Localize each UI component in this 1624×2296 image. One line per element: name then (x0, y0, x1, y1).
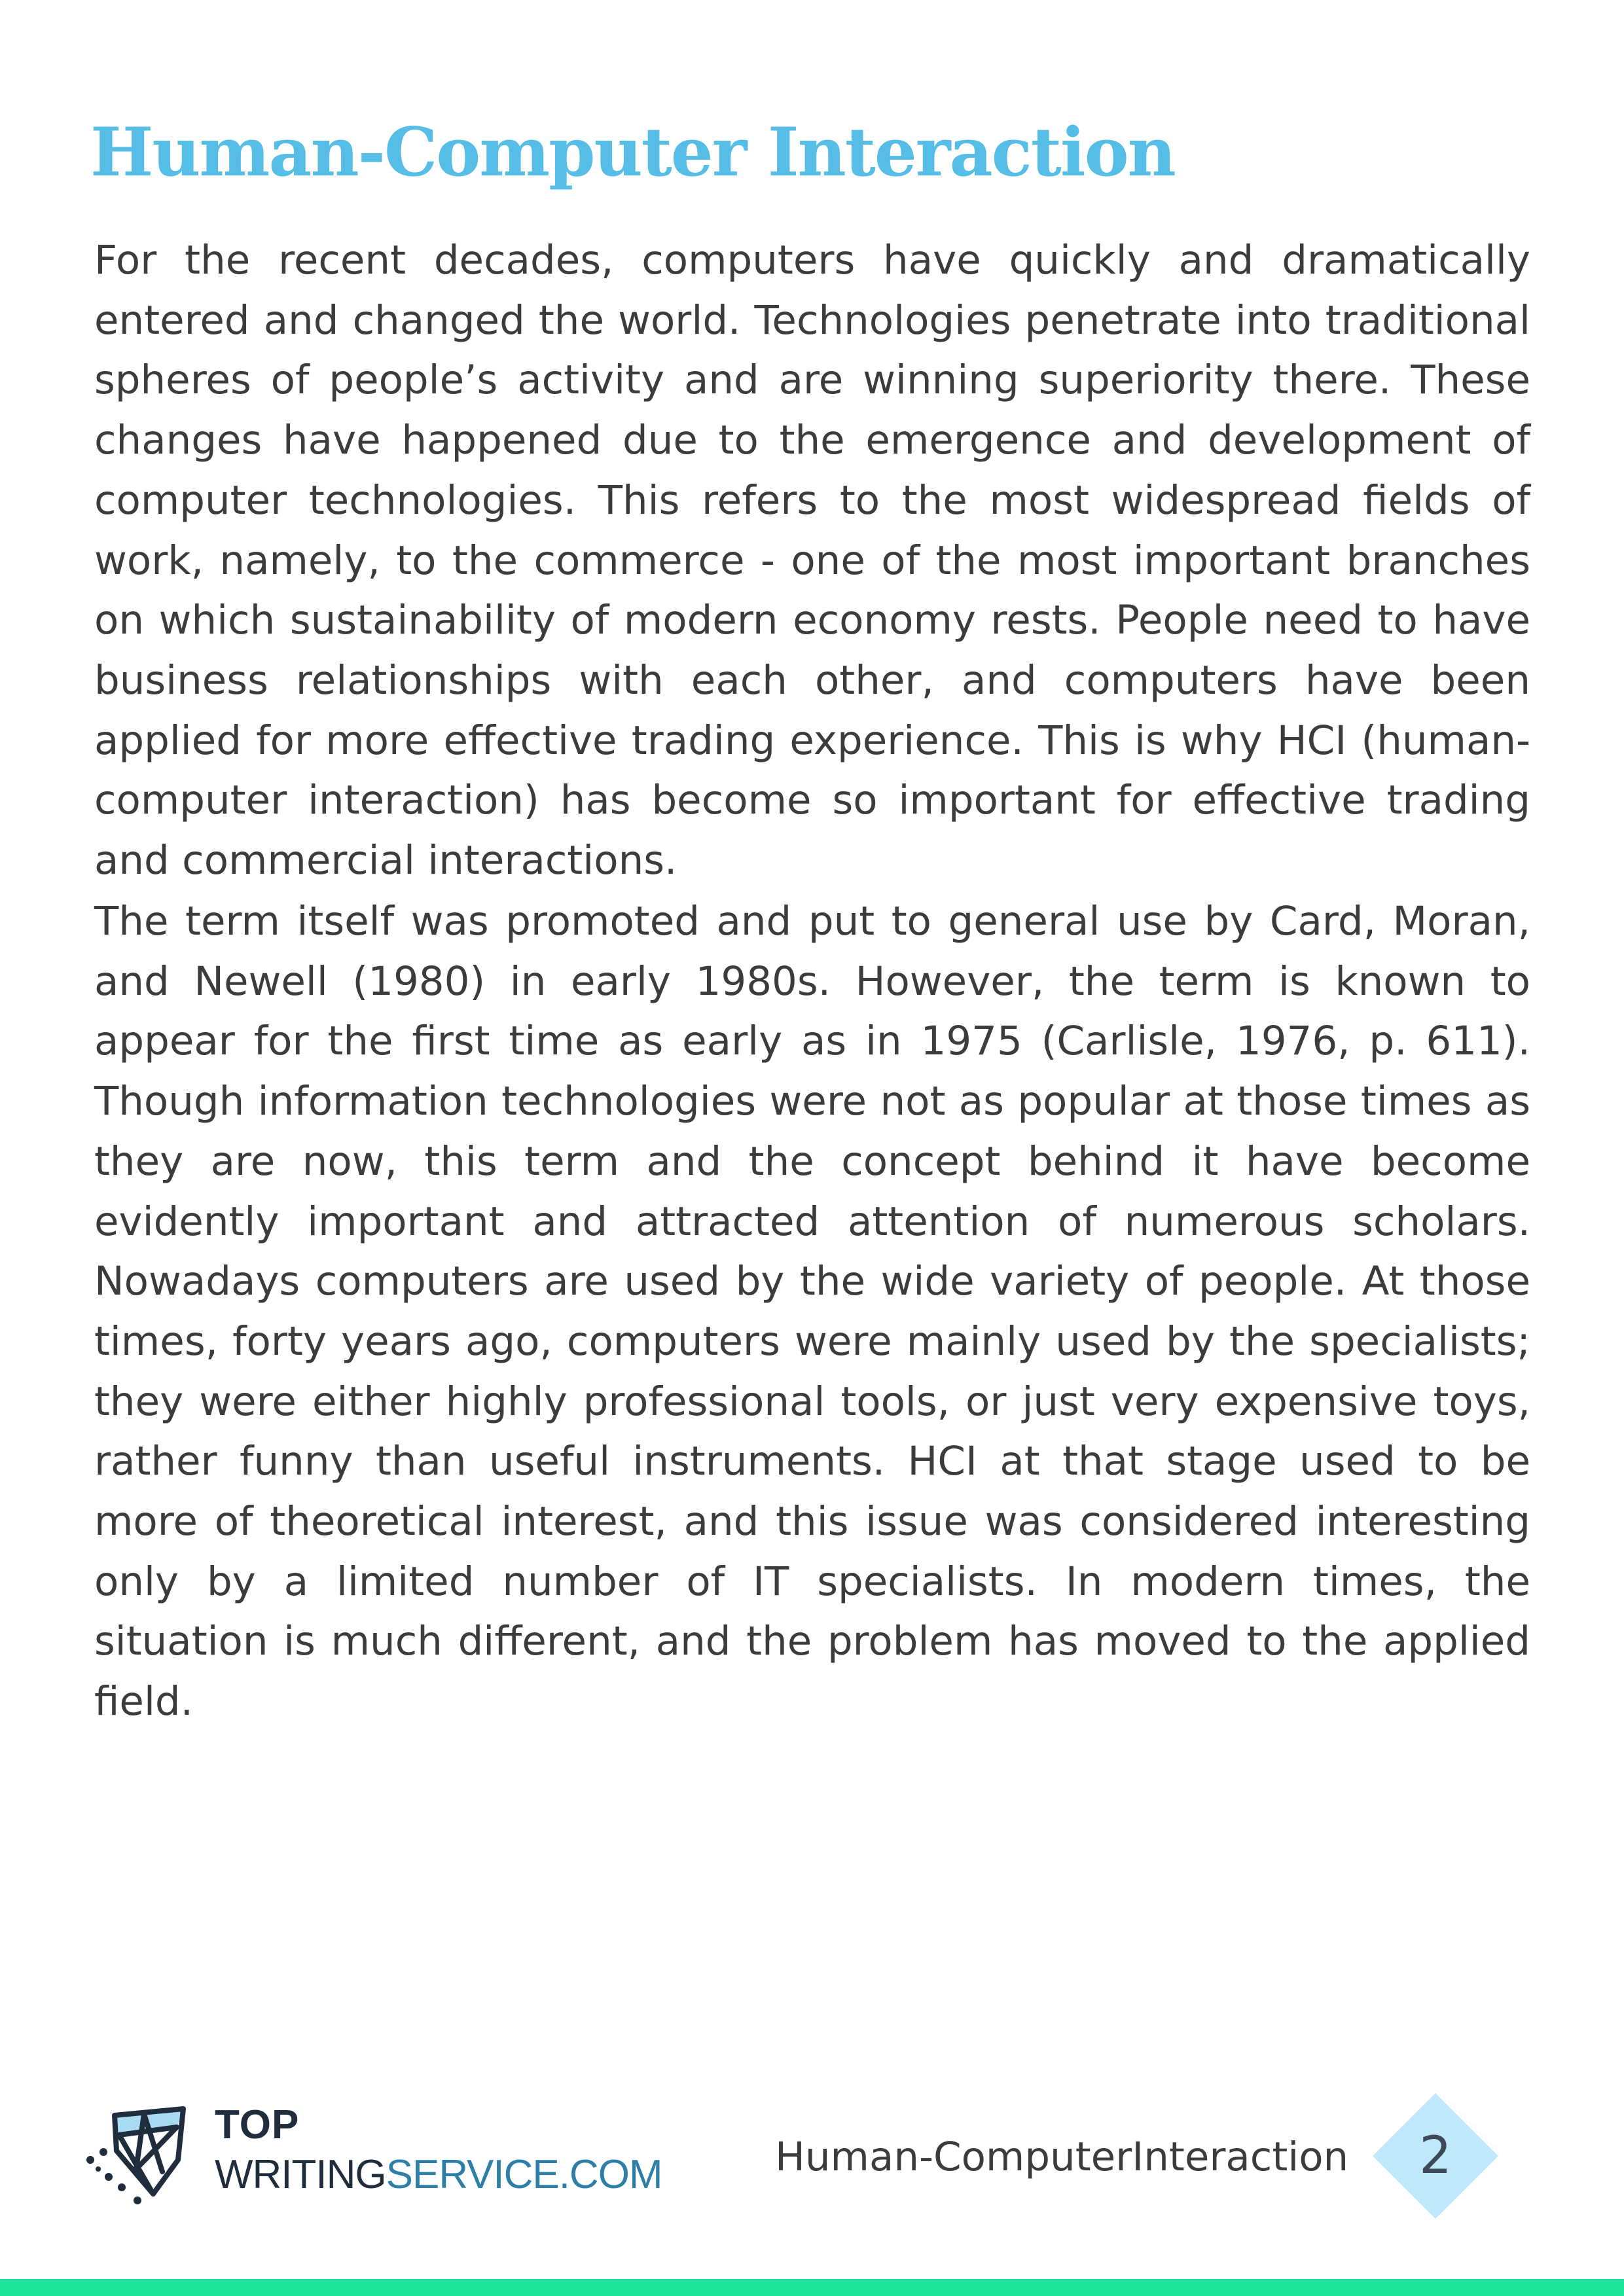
paragraph-2: The term itself was promoted and put to general use by Card, Moran, and Newell (1980) in early 1980s. However, the term is known to appear for the first time as early as in 1975 (Carlisle, 1976, p. 611). Though information technologies were not as popular at those times as they are now, this term and the concept behind it have become evidently important and attracted attention of numerous scholars. Nowadays computers are used by the wide variety of people. At those times, forty years ago, computers were mainly used by the specialists; they were either highly professional tools, or just very expensive toys, rather funny than useful instruments. HCI at that stage used to be more of theoretical interest, and this issue was considered interesting only by a limited number of IT specialists. In modern times, the situation is much different, and the problem has moved to the applied field. (94, 898, 1530, 1725)
logo-service-text: SERVICE.COM (386, 2152, 662, 2197)
logo-writing-text: WRITING (215, 2152, 386, 2197)
diamond-logo-icon (85, 2101, 190, 2206)
page-number: 2 (1419, 2126, 1452, 2185)
paragraph-1: For the recent decades, computers have quickly and dramatically entered and changed the world. Technologies penetrate into traditional spheres of people’s activity and are winning superiority there. These changes have happened due to the emergence and development of computer technologies. This refers to the most widespread fields of work, namely, to the commerce - one of the most important branches on which sustainability of modern economy rests. People need to have business relationships with each other, and computers have been applied for more effective trading experience. This is why HCI (human-computer interaction) has become so important for effective trading and commercial interactions. (94, 237, 1530, 884)
page-title: Human-Computer Interaction (90, 113, 1175, 192)
footer-document-title: Human-ComputerInteraction (775, 2134, 1349, 2180)
logo-top-text: TOP (215, 2102, 300, 2147)
footer-logo (85, 2101, 674, 2212)
page-number-badge (1370, 2090, 1501, 2221)
bottom-accent-bar (0, 2279, 1624, 2296)
logo-bottom-text (215, 2152, 662, 2198)
